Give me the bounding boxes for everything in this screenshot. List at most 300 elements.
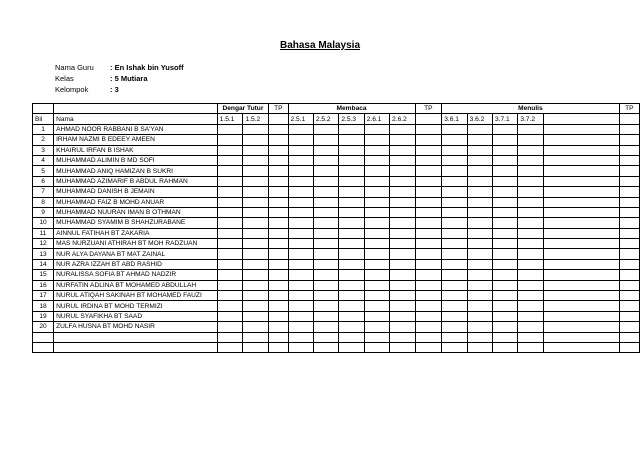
score-cell — [288, 270, 313, 280]
score-cell — [364, 311, 389, 321]
score-cell — [467, 207, 492, 217]
score-cell — [493, 176, 518, 186]
score-cell — [442, 207, 467, 217]
row-nama — [54, 342, 218, 352]
score-cell — [467, 197, 492, 207]
info-label: Nama Guru — [55, 63, 94, 72]
score-cell — [339, 322, 364, 332]
score-cell — [390, 145, 415, 155]
score-cell — [269, 155, 288, 165]
score-cell — [217, 301, 243, 311]
score-cell — [243, 155, 269, 165]
score-cell — [415, 259, 442, 269]
table-row — [33, 228, 640, 238]
score-cell — [442, 249, 467, 259]
score-cell — [390, 270, 415, 280]
score-cell — [415, 187, 442, 197]
score-cell — [217, 259, 243, 269]
score-cell — [467, 166, 492, 176]
score-cell — [415, 311, 442, 321]
score-cell — [619, 239, 639, 249]
score-cell — [288, 301, 313, 311]
score-cell — [364, 155, 389, 165]
table-row — [33, 270, 640, 280]
score-cell — [217, 280, 243, 290]
score-cell — [467, 155, 492, 165]
score-cell — [243, 197, 269, 207]
score-cell — [518, 228, 543, 238]
score-cell — [339, 176, 364, 186]
row-bil: 2 — [33, 135, 54, 145]
score-cell — [339, 280, 364, 290]
score-cell — [390, 249, 415, 259]
score-cell — [217, 311, 243, 321]
score-cell — [518, 332, 543, 342]
row-nama: NUR ALYA DAYANA BT MAT ZAINAL — [54, 249, 218, 259]
score-cell — [339, 301, 364, 311]
score-cell — [442, 332, 467, 342]
score-cell — [288, 322, 313, 332]
row-bil: 14 — [33, 259, 54, 269]
score-cell — [364, 218, 389, 228]
table-row — [33, 301, 640, 311]
score-cell — [313, 322, 338, 332]
score-cell — [364, 187, 389, 197]
score-cell — [467, 301, 492, 311]
score-cell — [518, 166, 543, 176]
score-cell — [619, 135, 639, 145]
score-cell — [390, 176, 415, 186]
row-bil: 19 — [33, 311, 54, 321]
score-cell — [339, 197, 364, 207]
score-cell — [543, 176, 619, 186]
header-skill: 2.6.2 — [390, 114, 415, 124]
score-cell — [269, 135, 288, 145]
score-cell — [493, 187, 518, 197]
score-cell — [467, 145, 492, 155]
header-nama: Nama — [54, 114, 218, 124]
score-cell — [415, 239, 442, 249]
table-row — [33, 291, 640, 301]
score-cell — [243, 218, 269, 228]
score-cell — [442, 301, 467, 311]
header-membaca: Membaca — [288, 104, 415, 114]
score-cell — [442, 145, 467, 155]
score-cell — [493, 145, 518, 155]
score-cell — [467, 342, 492, 352]
score-cell — [269, 270, 288, 280]
score-cell — [442, 176, 467, 186]
score-cell — [467, 218, 492, 228]
class-info — [55, 62, 184, 95]
score-cell — [543, 332, 619, 342]
assessment-table — [32, 103, 640, 353]
info-value: : En Ishak bin Yusoff — [110, 63, 184, 72]
header-skill: 3.7.2 — [518, 114, 543, 124]
score-cell — [390, 301, 415, 311]
row-nama: MUHAMMAD ANIQ HAMIZAN B SUKRI — [54, 166, 218, 176]
score-cell — [543, 301, 619, 311]
score-cell — [288, 145, 313, 155]
score-cell — [217, 249, 243, 259]
row-nama: MAS NURZUANI ATHIRAH BT MOH RADZUAN — [54, 239, 218, 249]
score-cell — [619, 218, 639, 228]
row-nama — [54, 332, 218, 342]
score-cell — [518, 176, 543, 186]
score-cell — [243, 280, 269, 290]
score-cell — [313, 145, 338, 155]
score-cell — [493, 197, 518, 207]
score-cell — [243, 342, 269, 352]
score-cell — [364, 135, 389, 145]
score-cell — [243, 207, 269, 217]
score-cell — [217, 291, 243, 301]
score-cell — [493, 311, 518, 321]
row-nama: MUHAMMAD ALIMIN B MD SOFI — [54, 155, 218, 165]
score-cell — [364, 176, 389, 186]
score-cell — [243, 311, 269, 321]
score-cell — [217, 124, 243, 134]
row-bil: 11 — [33, 228, 54, 238]
table-row — [33, 218, 640, 228]
score-cell — [518, 259, 543, 269]
score-cell — [364, 249, 389, 259]
row-bil: 4 — [33, 155, 54, 165]
score-cell — [543, 259, 619, 269]
score-cell — [543, 166, 619, 176]
score-cell — [390, 322, 415, 332]
header-bil: Bil — [33, 114, 54, 124]
score-cell — [217, 228, 243, 238]
score-cell — [269, 239, 288, 249]
row-nama: AINNUL FATIHAH BT ZAKARIA — [54, 228, 218, 238]
score-cell — [217, 135, 243, 145]
info-value: : 3 — [110, 85, 119, 94]
score-cell — [518, 239, 543, 249]
score-cell — [313, 332, 338, 342]
score-cell — [619, 270, 639, 280]
score-cell — [415, 135, 442, 145]
score-cell — [390, 228, 415, 238]
score-cell — [442, 166, 467, 176]
row-bil: 12 — [33, 239, 54, 249]
score-cell — [619, 301, 639, 311]
score-cell — [619, 259, 639, 269]
score-cell — [339, 124, 364, 134]
table-row — [33, 239, 640, 249]
score-cell — [364, 239, 389, 249]
score-cell — [288, 291, 313, 301]
score-cell — [339, 207, 364, 217]
table-row — [33, 197, 640, 207]
score-cell — [543, 145, 619, 155]
table-row — [33, 332, 640, 342]
table-row — [33, 311, 640, 321]
score-cell — [288, 166, 313, 176]
score-cell — [217, 166, 243, 176]
score-cell — [619, 155, 639, 165]
score-cell — [269, 207, 288, 217]
table-row — [33, 166, 640, 176]
table-row — [33, 135, 640, 145]
row-nama: MUHAMMAD AZIMARIF B ABDUL RAHMAN — [54, 176, 218, 186]
score-cell — [442, 228, 467, 238]
row-bil: 6 — [33, 176, 54, 186]
score-cell — [543, 322, 619, 332]
table-row — [33, 342, 640, 352]
score-cell — [269, 166, 288, 176]
row-bil — [33, 342, 54, 352]
info-row-kelompok — [55, 84, 184, 95]
score-cell — [364, 166, 389, 176]
header-tp: TP — [619, 104, 639, 114]
score-cell — [415, 176, 442, 186]
score-cell — [518, 249, 543, 259]
score-cell — [442, 311, 467, 321]
score-cell — [269, 342, 288, 352]
score-cell — [415, 228, 442, 238]
score-cell — [493, 155, 518, 165]
score-cell — [364, 301, 389, 311]
score-cell — [442, 270, 467, 280]
table-row — [33, 145, 640, 155]
header-dengar-tutur: Dengar Tutur — [217, 104, 268, 114]
score-cell — [269, 301, 288, 311]
score-cell — [288, 218, 313, 228]
score-cell — [269, 280, 288, 290]
score-cell — [288, 135, 313, 145]
score-cell — [217, 155, 243, 165]
row-nama: MUHAMMAD DANISH B JEMAIN — [54, 187, 218, 197]
score-cell — [313, 176, 338, 186]
table-row — [33, 259, 640, 269]
score-cell — [415, 197, 442, 207]
score-cell — [288, 249, 313, 259]
document-title: Bahasa Malaysia — [279, 40, 361, 51]
header-skill: 2.5.1 — [288, 114, 313, 124]
score-cell — [493, 124, 518, 134]
score-cell — [467, 187, 492, 197]
score-cell — [313, 280, 338, 290]
score-cell — [518, 322, 543, 332]
row-bil: 7 — [33, 187, 54, 197]
row-bil: 17 — [33, 291, 54, 301]
score-cell — [493, 249, 518, 259]
score-cell — [518, 145, 543, 155]
score-cell — [313, 228, 338, 238]
score-cell — [619, 176, 639, 186]
score-cell — [518, 187, 543, 197]
header-skill: 1.5.2 — [243, 114, 269, 124]
score-cell — [269, 322, 288, 332]
score-cell — [364, 124, 389, 134]
row-bil: 16 — [33, 280, 54, 290]
score-cell — [390, 135, 415, 145]
score-cell — [390, 187, 415, 197]
score-cell — [493, 342, 518, 352]
score-cell — [543, 239, 619, 249]
score-cell — [619, 311, 639, 321]
score-cell — [313, 135, 338, 145]
score-cell — [339, 218, 364, 228]
table-row — [33, 124, 640, 134]
score-cell — [442, 259, 467, 269]
score-cell — [467, 291, 492, 301]
score-cell — [364, 322, 389, 332]
score-cell — [543, 197, 619, 207]
score-cell — [442, 197, 467, 207]
score-cell — [243, 249, 269, 259]
score-cell — [313, 197, 338, 207]
score-cell — [269, 176, 288, 186]
score-cell — [518, 124, 543, 134]
score-cell — [493, 228, 518, 238]
score-cell — [243, 145, 269, 155]
score-cell — [243, 301, 269, 311]
score-cell — [243, 228, 269, 238]
score-cell — [243, 322, 269, 332]
row-bil: 5 — [33, 166, 54, 176]
score-cell — [543, 155, 619, 165]
score-cell — [415, 249, 442, 259]
score-cell — [415, 145, 442, 155]
score-cell — [442, 155, 467, 165]
score-cell — [390, 218, 415, 228]
header-skill: 3.6.1 — [442, 114, 467, 124]
header-row-skills — [33, 114, 640, 124]
score-cell — [243, 259, 269, 269]
score-cell — [543, 270, 619, 280]
score-cell — [243, 166, 269, 176]
info-label: Kelas — [55, 74, 74, 83]
score-cell — [288, 280, 313, 290]
score-cell — [217, 218, 243, 228]
score-cell — [243, 135, 269, 145]
score-cell — [543, 187, 619, 197]
score-cell — [243, 270, 269, 280]
score-cell — [288, 176, 313, 186]
score-cell — [217, 187, 243, 197]
score-cell — [217, 176, 243, 186]
score-cell — [518, 207, 543, 217]
score-cell — [415, 291, 442, 301]
score-cell — [217, 239, 243, 249]
score-cell — [339, 135, 364, 145]
score-cell — [442, 239, 467, 249]
score-cell — [364, 291, 389, 301]
score-cell — [493, 280, 518, 290]
score-cell — [269, 187, 288, 197]
score-cell — [518, 270, 543, 280]
score-cell — [313, 187, 338, 197]
score-cell — [243, 124, 269, 134]
row-bil: 9 — [33, 207, 54, 217]
score-cell — [339, 155, 364, 165]
row-nama: NURFATIN ADLINA BT MOHAMED ABDULLAH — [54, 280, 218, 290]
score-cell — [619, 166, 639, 176]
score-cell — [243, 291, 269, 301]
score-cell — [619, 342, 639, 352]
score-cell — [467, 239, 492, 249]
row-nama: MUHAMMAD SYAMIM B SHAHZURABANE — [54, 218, 218, 228]
score-cell — [415, 270, 442, 280]
row-nama: NURUL IRDINA BT MOHD TERMIZI — [54, 301, 218, 311]
score-cell — [493, 218, 518, 228]
score-cell — [217, 207, 243, 217]
score-cell — [313, 239, 338, 249]
score-cell — [390, 207, 415, 217]
score-cell — [269, 228, 288, 238]
header-row-groups — [33, 104, 640, 114]
score-cell — [269, 249, 288, 259]
row-bil — [33, 332, 54, 342]
header-skill: 2.5.2 — [313, 114, 338, 124]
score-cell — [442, 342, 467, 352]
score-cell — [364, 228, 389, 238]
score-cell — [415, 342, 442, 352]
score-cell — [364, 332, 389, 342]
score-cell — [619, 228, 639, 238]
row-bil: 10 — [33, 218, 54, 228]
row-bil: 15 — [33, 270, 54, 280]
score-cell — [543, 342, 619, 352]
score-cell — [467, 259, 492, 269]
score-cell — [339, 228, 364, 238]
score-cell — [415, 124, 442, 134]
score-cell — [467, 322, 492, 332]
score-cell — [467, 176, 492, 186]
score-cell — [518, 155, 543, 165]
score-cell — [364, 280, 389, 290]
score-cell — [243, 176, 269, 186]
score-cell — [467, 332, 492, 342]
score-cell — [269, 124, 288, 134]
row-bil: 3 — [33, 145, 54, 155]
header-menulis: Menulis — [442, 104, 619, 114]
score-cell — [518, 280, 543, 290]
score-cell — [442, 124, 467, 134]
score-cell — [518, 197, 543, 207]
score-cell — [619, 197, 639, 207]
score-cell — [518, 135, 543, 145]
score-cell — [288, 155, 313, 165]
score-cell — [217, 342, 243, 352]
score-cell — [269, 311, 288, 321]
score-cell — [415, 322, 442, 332]
score-cell — [243, 187, 269, 197]
score-cell — [390, 239, 415, 249]
header-tp: TP — [415, 104, 442, 114]
row-nama: IRHAM NAZMI B EDEEY AMEEN — [54, 135, 218, 145]
score-cell — [415, 207, 442, 217]
score-cell — [288, 228, 313, 238]
score-cell — [619, 249, 639, 259]
score-cell — [493, 207, 518, 217]
score-cell — [269, 259, 288, 269]
score-cell — [390, 332, 415, 342]
score-cell — [493, 259, 518, 269]
row-bil: 20 — [33, 322, 54, 332]
table-row — [33, 207, 640, 217]
score-cell — [339, 332, 364, 342]
score-cell — [243, 332, 269, 342]
score-cell — [518, 342, 543, 352]
table-row — [33, 280, 640, 290]
row-nama: MUHAMMAD FAIZ B MOHD ANUAR — [54, 197, 218, 207]
row-nama: KHAIRUL IRFAN B ISHAK — [54, 145, 218, 155]
score-cell — [415, 218, 442, 228]
score-cell — [269, 145, 288, 155]
